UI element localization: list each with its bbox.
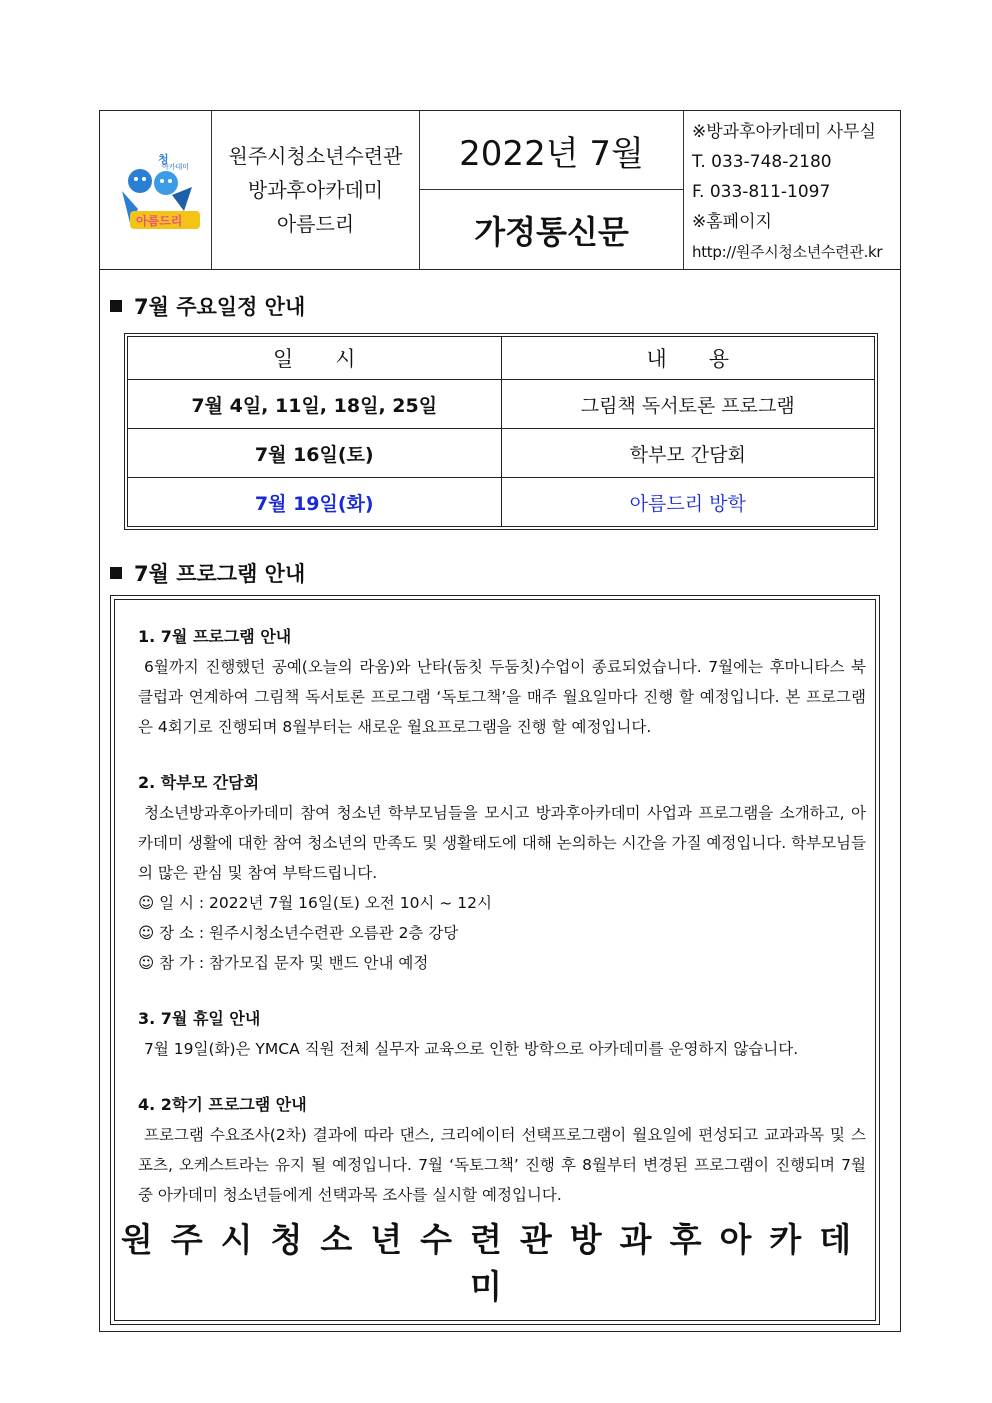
org-line-2: 방과후아카데미 <box>247 178 384 202</box>
title-main: 가정통신문 <box>474 212 629 251</box>
detail-line: ☺ 일 시 : 2022년 7월 16일(토) 오전 10시 ~ 12시 <box>138 894 492 912</box>
item-text: 6월까지 진행했던 공예(오늘의 라움)와 난타(둠칫 두둠칫)수업이 종료되었습니다. 7월에는 후마니타스 북클럽과 연계하여 그림책 독서토론 프로그램 ‘독토그책’을 매주 월요일마다 진행 할 예정입니다. 본 프로그램은 4회기로 진행되며 8월부터는 새로운 월요프로그램을 진행 할 예정입니다. <box>138 658 866 736</box>
academy-logo <box>100 111 212 269</box>
newsletter-frame <box>99 110 901 1332</box>
item-heading: 2. 학부모 간담회 <box>138 773 260 792</box>
org-line-3: 아름드리 <box>276 212 355 236</box>
header <box>100 111 900 270</box>
item-heading: 4. 2학기 프로그램 안내 <box>138 1095 307 1114</box>
item-text: 청소년방과후아카데미 참여 청소년 학부모님들을 모시고 방과후아카데미 사업과 프로그램을 소개하고, 아카데미 생활에 대한 참여 청소년의 만족도 및 생활태도에 대해 논의하는 시간을 가질 예정입니다. 학부모님들의 많은 관심 및 참여 부탁드립니다. <box>138 804 866 882</box>
contact-url[interactable]: http://원주시청소년수련관.kr <box>692 243 883 261</box>
footer-signature: 원주시청소년수련관방과후아카데미 <box>120 1220 870 1306</box>
contact-home-label: ※홈페이지 <box>692 212 772 232</box>
svg-text:아름드리: 아름드리 <box>136 214 183 228</box>
contact-office: ※방과후아카데미 사무실 <box>692 122 876 142</box>
org-line-1: 원주시청소년수련관 <box>228 144 403 168</box>
item-text: 프로그램 수요조사(2차) 결과에 따라 댄스, 크리에이터 선택프로그램이 월요일에 편성되고 교과과목 및 스포츠, 오케스트라는 유지 될 예정입니다. 7월 ‘독토그책’ 진행 후 8월부터 변경된 프로그램이 진행되며 7월 중 아카데미 청소년들에게 선택과목 조사를 실시할 예정입니다. <box>138 1126 866 1204</box>
schedule-section-title <box>110 291 305 321</box>
square-bullet-icon <box>110 567 122 579</box>
schedule-date: 7월 19일(화) <box>128 478 502 527</box>
schedule-content: 학부모 간담회 <box>501 429 875 478</box>
table-row <box>128 478 875 527</box>
title-date: 2022년 7월 <box>420 111 683 190</box>
schedule-content: 아름드리 방학 <box>501 478 875 527</box>
item-text: 7월 19일(화)은 YMCA 직원 전체 실무자 교육으로 인한 방학으로 아카데미를 운영하지 않습니다. <box>144 1040 799 1058</box>
schedule-table <box>124 333 878 530</box>
item-heading: 3. 7월 휴일 안내 <box>138 1009 261 1028</box>
square-bullet-icon <box>110 300 122 312</box>
table-row <box>128 429 875 478</box>
logo-cell <box>100 111 212 269</box>
detail-line: ☺ 장 소 : 원주시청소년수련관 오름관 2층 강당 <box>138 924 459 942</box>
program-box-inner <box>114 599 876 1321</box>
schedule-content: 그림책 독서토론 프로그램 <box>501 380 875 429</box>
col-header-content: 내 용 <box>501 337 875 380</box>
contact-info <box>684 111 900 269</box>
col-header-date: 일 시 <box>128 337 502 380</box>
program-box <box>110 595 880 1325</box>
schedule-date: 7월 16일(토) <box>128 429 502 478</box>
program-section-title <box>110 558 305 588</box>
contact-fax: F. 033-811-1097 <box>692 182 831 202</box>
organization-name <box>212 111 420 269</box>
detail-line: ☺ 참 가 : 참가모집 문자 및 밴드 안내 예정 <box>138 954 429 972</box>
program-section-label: 7월 프로그램 안내 <box>134 562 306 586</box>
title-cell <box>420 111 684 269</box>
schedule-date: 7월 4일, 11일, 18일, 25일 <box>128 380 502 429</box>
schedule-section-label: 7월 주요일정 안내 <box>134 295 306 319</box>
svg-text:청: 청 <box>158 153 169 166</box>
table-header-row <box>128 337 875 380</box>
contact-tel: T. 033-748-2180 <box>692 152 832 172</box>
item-heading: 1. 7월 프로그램 안내 <box>138 627 292 646</box>
svg-text:아카데미: 아카데미 <box>162 163 190 171</box>
table-row <box>128 380 875 429</box>
